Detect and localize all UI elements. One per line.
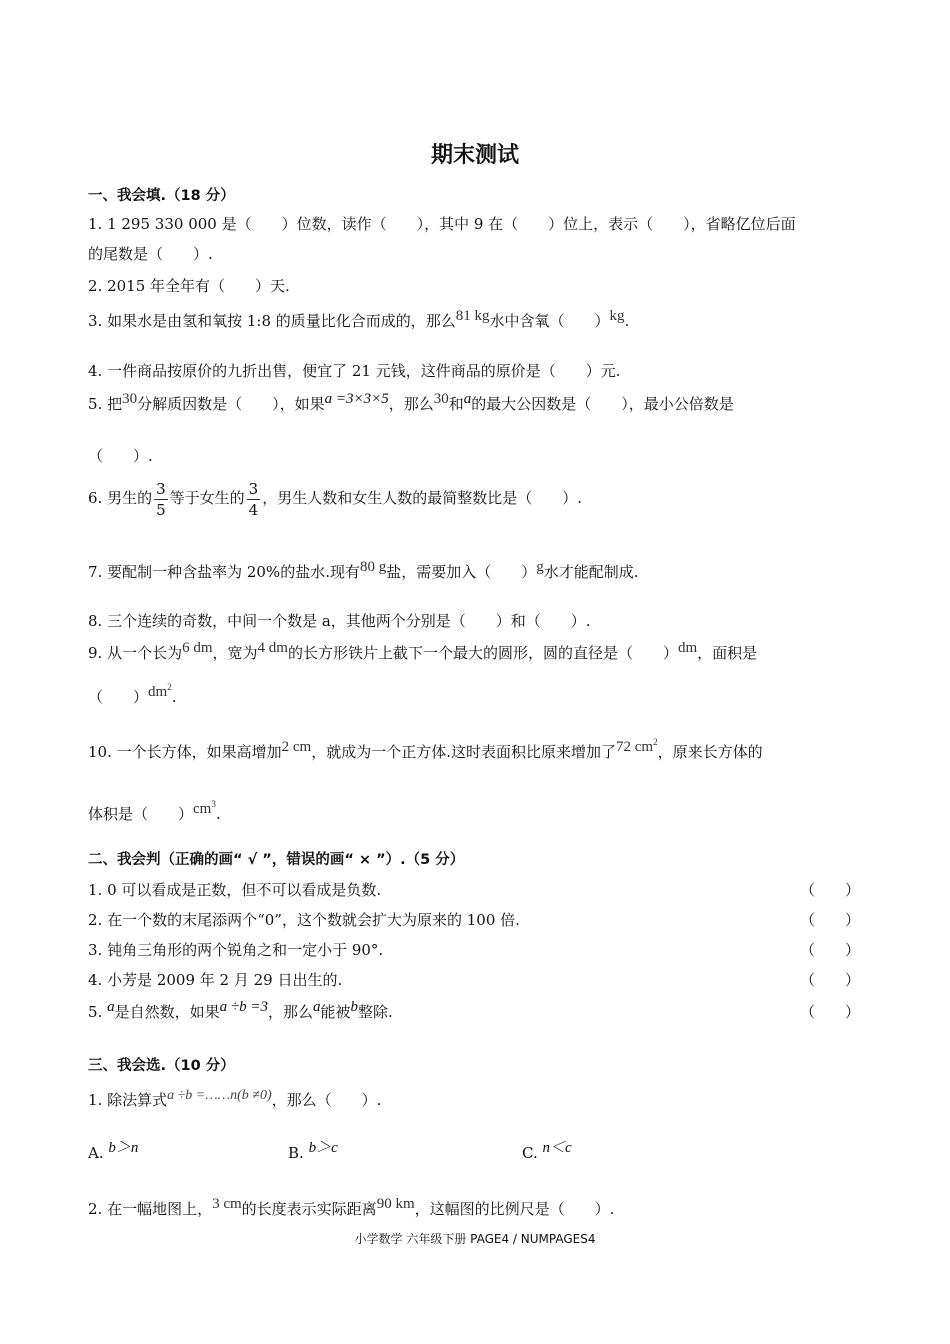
s1-q9-unit2 <box>148 684 172 700</box>
s3-q2-dist: 90 km <box>376 1196 415 1212</box>
s1-q9-blank: （ ） <box>88 688 149 706</box>
s1-q5-mid3: 的最大公因数是（ ），最小公倍数是 <box>471 395 734 413</box>
s1-q1-line1: 1. 1 295 330 000 是（ ）位数，读作（ ），其中 9 在（ ）位上，表示（ ），省略亿位后面 <box>88 215 796 233</box>
s2-q5-expr: a ÷b =3 <box>219 999 268 1015</box>
s1-q3 <box>88 308 630 332</box>
s2-q5-mid3: 能被 <box>320 1003 351 1021</box>
s1-q3-mass: 81 kg <box>455 308 490 324</box>
s2-q5-pre: 5. <box>88 1003 103 1021</box>
s1-q5 <box>88 391 734 415</box>
s1-q10-blank: 体积是（ ） <box>88 805 194 823</box>
s1-q10-line2 <box>88 800 221 825</box>
fraction-denominator: 4 <box>248 500 259 519</box>
s2-item: 4. 小芳是 2009 年 2 月 29 日出生的. <box>88 971 343 989</box>
option-c-text: n＜c <box>542 1140 572 1156</box>
s1-q7-mass: 80 g <box>359 559 387 575</box>
page-footer: 小学数学 六年级下册 PAGE4 / NUMPAGES4 <box>354 1232 596 1246</box>
option-a-label: A. <box>88 1144 104 1162</box>
s2-item-5 <box>88 999 393 1023</box>
s2-item: 2. 在一个数的末尾添两个“0”，这个数就会扩大为原来的 100 倍. <box>88 911 520 929</box>
option-b-text: b＞c <box>308 1140 338 1156</box>
unit-exponent: 2 <box>167 682 172 692</box>
s1-q7-mid: 盐，需要加入（ ） <box>386 563 537 581</box>
s1-q2: 2. 2015 年全年有（ ）天. <box>88 277 290 295</box>
unit-exponent: 3 <box>211 799 216 809</box>
s1-q10-end: ，原来长方体的 <box>657 743 763 761</box>
s1-q5-a: a <box>463 391 472 407</box>
s2-q5-mid2: ，那么 <box>267 1003 313 1021</box>
fraction-denominator: 5 <box>156 500 166 519</box>
s1-q9-mid2: 的长方形铁片上截下一个最大的圆形，圆的直径是（ ） <box>287 644 678 662</box>
s1-q9 <box>88 640 758 664</box>
answer-paren: （ ） <box>800 971 861 989</box>
s1-q9-end: ，面积是 <box>697 644 758 662</box>
s2-item: 1. 0 可以看成是正数，但不可以看成是负数. <box>88 881 382 899</box>
option-b-label: B. <box>288 1144 304 1162</box>
s2-q5-b: b <box>350 999 358 1015</box>
option-a-text: b＞n <box>108 1140 139 1156</box>
option-c-label: C. <box>522 1144 538 1162</box>
s1-q3-mid: 水中含氧（ ） <box>489 312 610 330</box>
s1-q4: 4. 一件商品按原价的九折出售，便宜了 21 元钱，这件商品的原价是（ ）元. <box>88 362 621 380</box>
unit-exponent: 2 <box>653 737 658 747</box>
s1-q5-n2: 30 <box>433 391 449 407</box>
s1-q6-mid: 等于女生的 <box>169 489 245 507</box>
unit-text: cm <box>193 801 212 817</box>
s3-q2-mid: 的长度表示实际距离 <box>241 1200 377 1218</box>
s3-q2 <box>88 1196 615 1220</box>
s1-q9-pre: 9. 从一个长为 <box>88 644 183 662</box>
s1-q5-and: 和 <box>448 395 464 413</box>
s1-q9-line2 <box>88 683 176 708</box>
s1-q10-area <box>616 739 658 755</box>
s1-q9-len: 6 dm <box>182 640 213 656</box>
section2-heading: 二、我会判（正确的画“ √ ”，错误的画“ × ”）.（5 分） <box>88 852 465 868</box>
unit-text: 72 cm <box>615 739 654 755</box>
s1-q3-pre: 3. 如果水是由氢和氧按 1:8 的质量比化合而成的，那么 <box>88 312 456 330</box>
s3-q2-pre: 2. 在一幅地图上， <box>88 1200 213 1218</box>
s2-q5-a2: a <box>312 999 321 1015</box>
s1-q7-end: 水才能配制成. <box>543 563 639 581</box>
s1-q7-pre: 7. 要配制一种含盐率为 20%的盐水.现有 <box>88 563 360 581</box>
s1-q6-end: ，男生人数和女生人数的最简整数比是（ ）. <box>262 489 582 507</box>
s1-q10 <box>88 738 763 763</box>
s3-q1-expr: a ÷b =……n(b ≠0) <box>167 1088 272 1103</box>
s1-q5-mid1: 分解质因数是（ ），如果 <box>137 395 325 413</box>
s1-q10-pre: 10. 一个长方体，如果高增加 <box>88 743 282 761</box>
s1-q5-mid2: ，那么 <box>388 395 434 413</box>
s1-q10-dot: . <box>215 805 221 823</box>
section1-heading: 一、我会填.（18 分） <box>88 188 235 204</box>
answer-paren: （ ） <box>800 1003 861 1021</box>
s1-q5-line2: （ ）. <box>88 447 153 465</box>
s1-q9-unit: dm <box>677 640 698 656</box>
s1-q5-expr: a =3×3×5 <box>324 391 389 407</box>
section3-heading: 三、我会选.（10 分） <box>88 1058 235 1074</box>
fraction-numerator: 3 <box>156 479 166 498</box>
s2-q5-end: 整除. <box>358 1003 393 1021</box>
s3-q1 <box>88 1090 381 1112</box>
answer-paren: （ ） <box>800 941 861 959</box>
s2-q5-mid1: 是自然数，如果 <box>114 1003 220 1021</box>
s1-q3-end: . <box>624 312 630 330</box>
answer-paren: （ ） <box>800 881 861 899</box>
option-a <box>88 1140 139 1164</box>
s1-q9-mid1: ，宽为 <box>212 644 258 662</box>
s1-q8: 8. 三个连续的奇数，中间一个数是 a，其他两个分别是（ ）和（ ）. <box>88 612 591 630</box>
s1-q10-h: 2 cm <box>281 739 312 755</box>
s3-q1-pre: 1. 除法算式 <box>88 1091 168 1109</box>
s1-q6 <box>88 476 582 520</box>
fraction-3-5 <box>154 479 168 520</box>
s3-q2-end: ，这幅图的比例尺是（ ）. <box>414 1200 615 1218</box>
s1-q9-dot: . <box>171 688 177 706</box>
fraction-3-4 <box>247 479 261 520</box>
s1-q6-pre: 6. 男生的 <box>88 489 153 507</box>
s2-item: 3. 钝角三角形的两个锐角之和一定小于 90°. <box>88 941 384 959</box>
s1-q5-pre: 5. 把 <box>88 395 123 413</box>
fraction-numerator: 3 <box>248 479 259 498</box>
unit-text: dm <box>148 684 168 700</box>
s2-q5-a: a <box>107 999 115 1015</box>
option-b <box>288 1140 338 1164</box>
page-title: 期末测试 <box>430 143 519 168</box>
s1-q9-wid: 4 dm <box>257 640 288 656</box>
s1-q1-line2: 的尾数是（ ）. <box>88 245 213 263</box>
s1-q3-unit: kg <box>609 308 625 324</box>
s1-q7-unit: g <box>536 559 544 575</box>
s1-q10-mid: ，就成为一个正方体.这时表面积比原来增加了 <box>311 743 616 761</box>
s1-q10-unit <box>193 801 216 817</box>
option-c <box>522 1140 572 1164</box>
s3-q2-len: 3 cm <box>212 1196 242 1212</box>
s1-q5-n: 30 <box>122 391 138 407</box>
answer-paren: （ ） <box>800 911 861 929</box>
s1-q7 <box>88 559 639 583</box>
s3-q1-end: ，那么（ ）. <box>271 1091 382 1109</box>
